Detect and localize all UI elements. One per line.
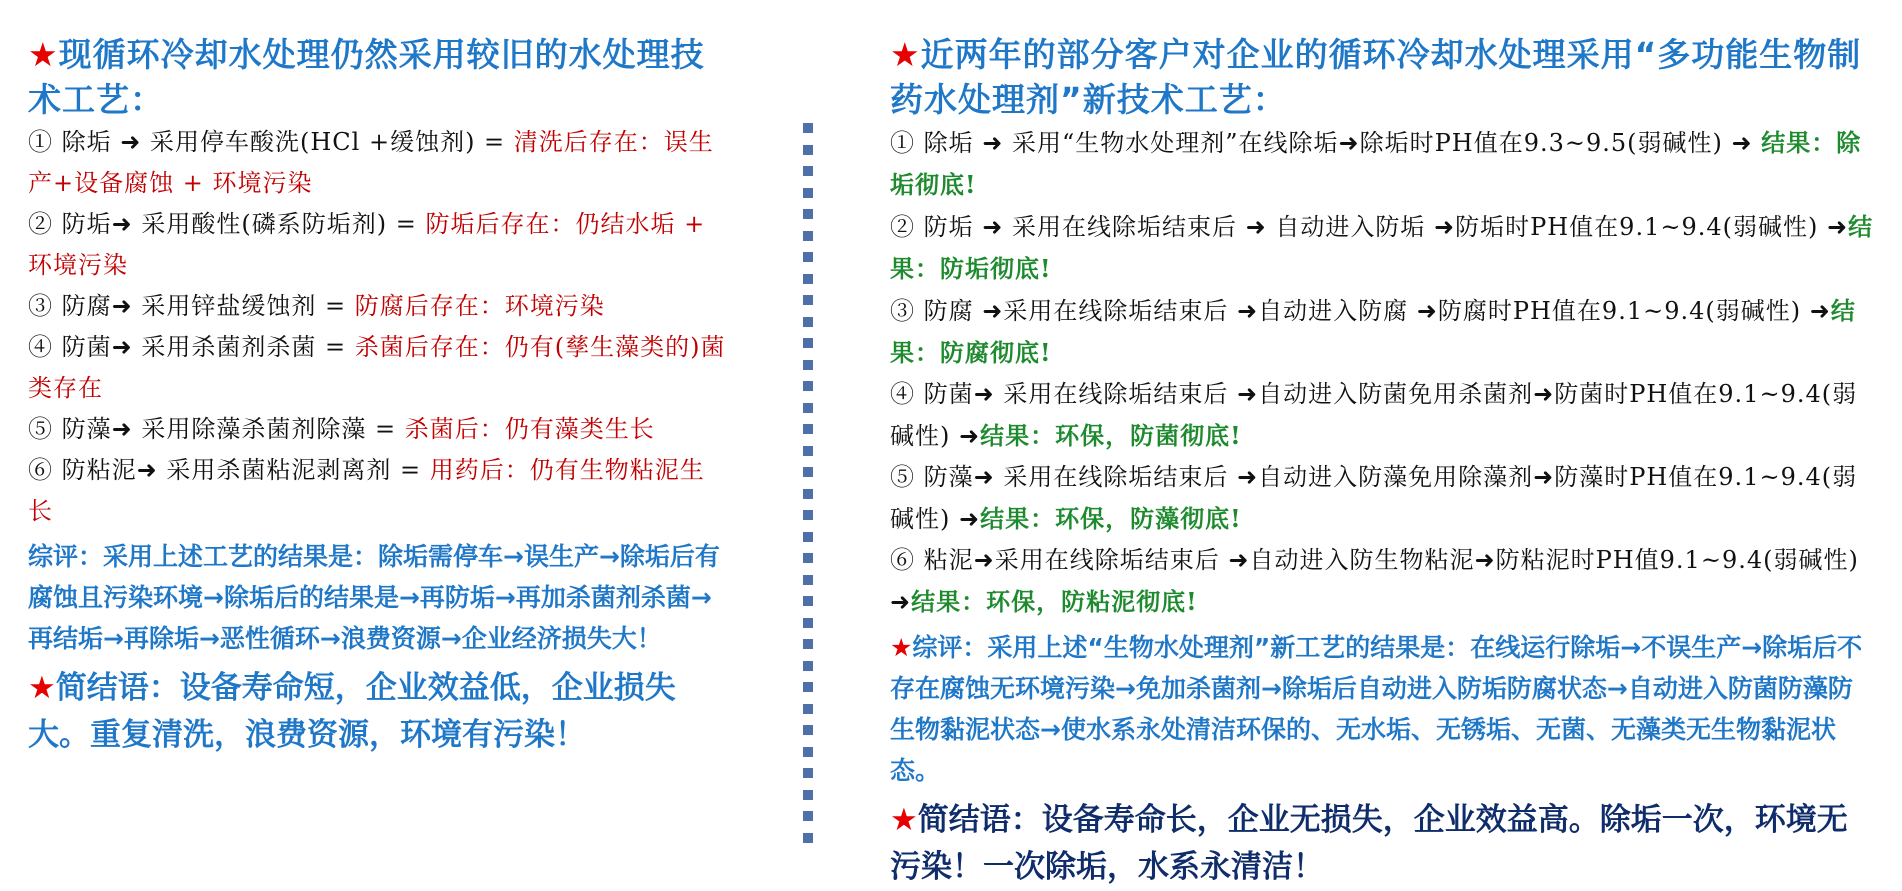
divider-dot [803, 639, 813, 649]
divider-dot [803, 274, 813, 284]
right-item-5 [890, 457, 1875, 540]
right-item-1-result: 结果：除垢彻底! [890, 128, 1862, 199]
divider-dot [803, 467, 813, 477]
divider-dot [803, 575, 813, 585]
star-icon: ★ [28, 670, 56, 706]
divider-dot [803, 446, 813, 456]
right-summary-text: 综评：采用上述“生物水处理剂”新工艺的结果是：在线运行除垢→不误生产→除垢后不存在腐蚀无环境污染→免加杀菌剂→除垢后自动进入防垢防腐状态→自动进入防菌防藻防生物黏泥状态→使水系永处清洁环保的、无水垢、无锈垢、无菌、无藻类无生物黏泥状态。 [890, 633, 1863, 785]
divider-dot [803, 381, 813, 391]
right-title-text: 近两年的部分客户对企业的循环冷却水处理采用“多功能生物制药水处理剂”新技术工艺： [890, 35, 1862, 119]
divider-dot [803, 295, 813, 305]
divider-dot [803, 209, 813, 219]
divider-dot [803, 704, 813, 714]
right-column [890, 0, 1875, 891]
divider-dot [803, 424, 813, 434]
divider-dot [803, 123, 813, 133]
star-icon: ★ [890, 633, 913, 662]
right-item-6-result: 结果：环保，防粘泥彻底! [911, 587, 1198, 616]
right-item-4-prefix: ④ 防菌➜ 采用在线除垢结束后 ➜自动进入防菌免用杀菌剂➜防菌时PH值在9.1~9.4(弱碱性) ➜ [890, 380, 1858, 450]
right-item-3-result: 结果：防腐彻底! [890, 296, 1856, 367]
left-item-5 [28, 409, 728, 450]
right-item-3 [890, 290, 1875, 374]
divider-dot [803, 790, 813, 800]
right-item-6 [890, 540, 1875, 623]
left-item-6-result: 用药后：仍有生物粘泥生长 [28, 456, 705, 525]
left-title-text: 现循环冷却水处理仍然采用较旧的水处理技术工艺： [28, 35, 705, 119]
divider-dot [803, 145, 813, 155]
right-item-4 [890, 374, 1875, 457]
right-item-5-result: 结果：环保，防藻彻底! [980, 504, 1242, 533]
left-conclusion [28, 665, 728, 759]
left-item-4-result: 杀菌后存在：仍有(孳生藻类的)菌类存在 [28, 333, 726, 402]
divider-dot [803, 833, 813, 843]
right-item-5-prefix: ⑤ 防藻➜ 采用在线除垢结束后 ➜自动进入防藻免用除藻剂➜防藻时PH值在9.1~9.4(弱碱性) ➜ [890, 463, 1858, 533]
left-item-3 [28, 286, 728, 327]
right-item-2 [890, 206, 1875, 290]
dotted-divider [803, 123, 813, 843]
star-icon: ★ [28, 35, 59, 74]
left-conclusion-text: 简结语：设备寿命短，企业效益低，企业损失大。重复清洗，浪费资源，环境有污染！ [28, 670, 676, 753]
left-item-2-result: 防垢后存在：仍结水垢 + 环境污染 [28, 210, 706, 279]
divider-dot [803, 188, 813, 198]
right-title [890, 32, 1875, 122]
left-item-6 [28, 450, 728, 532]
divider-dot [803, 360, 813, 370]
left-summary: 综评：采用上述工艺的结果是：除垢需停车→误生产→除垢后有腐蚀且污染环境→除垢后的结果是→再防垢→再加杀菌剂杀菌→再结垢→再除垢→恶性循环→浪费资源→企业经济损失大！ [28, 542, 720, 653]
divider-dot [803, 510, 813, 520]
divider-dot [803, 317, 813, 327]
divider-dot [803, 747, 813, 757]
left-item-6-prefix: ⑥ 防粘泥➜ 采用杀菌粘泥剥离剂 = [28, 456, 430, 484]
right-item-2-prefix: ② 防垢 ➜ 采用在线除垢结束后 ➜ 自动进入防垢 ➜防垢时PH值在9.1~9.4(弱碱性) ➜ [890, 213, 1849, 241]
right-item-1 [890, 122, 1875, 206]
divider-dot [803, 252, 813, 262]
divider-dot [803, 403, 813, 413]
divider-dot [803, 618, 813, 628]
divider-dot [803, 532, 813, 542]
right-item-1-prefix: ① 除垢 ➜ 采用“生物水处理剂”在线除垢➜除垢时PH值在9.3~9.5(弱碱性) ➜ [890, 129, 1762, 157]
right-item-2-result: 结果：防垢彻底! [890, 212, 1874, 283]
left-item-1 [28, 122, 728, 204]
left-item-1-prefix: ① 除垢 ➜ 采用停车酸洗(HCl +缓蚀剂) = [28, 128, 514, 156]
star-icon: ★ [890, 802, 918, 838]
star-icon: ★ [890, 35, 921, 74]
left-item-2 [28, 204, 728, 286]
divider-dot [803, 596, 813, 606]
divider-dot [803, 811, 813, 821]
left-item-3-prefix: ③ 防腐➜ 采用锌盐缓蚀剂 = [28, 292, 355, 320]
left-item-4 [28, 327, 728, 409]
right-summary [890, 627, 1875, 791]
divider-dot [803, 231, 813, 241]
divider-dot [803, 338, 813, 348]
right-conclusion [890, 797, 1875, 891]
divider-dot [803, 725, 813, 735]
divider-dot [803, 166, 813, 176]
divider-dot [803, 768, 813, 778]
right-item-4-result: 结果：环保，防菌彻底! [980, 421, 1242, 450]
left-title [28, 32, 728, 122]
left-item-3-result: 防腐后存在：环境污染 [354, 292, 605, 320]
right-item-3-prefix: ③ 防腐 ➜采用在线除垢结束后 ➜自动进入防腐 ➜防腐时PH值在9.1~9.4(弱碱性) ➜ [890, 297, 1831, 325]
divider-dot [803, 661, 813, 671]
right-item-6-prefix: ⑥ 粘泥➜采用在线除垢结束后 ➜自动进入防生物粘泥➜防粘泥时PH值9.1~9.4(弱碱性) ➜ [890, 546, 1859, 616]
left-item-2-prefix: ② 防垢➜ 采用酸性(磷系防垢剂) = [28, 210, 426, 238]
left-item-4-prefix: ④ 防菌➜ 采用杀菌剂杀菌 = [28, 333, 355, 361]
divider-dot [803, 489, 813, 499]
left-item-1-result: 清洗后存在：误生产+设备腐蚀 + 环境污染 [28, 128, 714, 197]
left-item-5-result: 杀菌后：仍有藻类生长 [404, 415, 655, 443]
divider-dot [803, 682, 813, 692]
left-column [28, 0, 728, 759]
divider-dot [803, 553, 813, 563]
left-item-5-prefix: ⑤ 防藻➜ 采用除藻杀菌剂除藻 = [28, 415, 405, 443]
right-conclusion-text: 简结语：设备寿命长，企业无损失，企业效益高。除垢一次，环境无污染！一次除垢，水系永清洁！ [890, 802, 1848, 885]
